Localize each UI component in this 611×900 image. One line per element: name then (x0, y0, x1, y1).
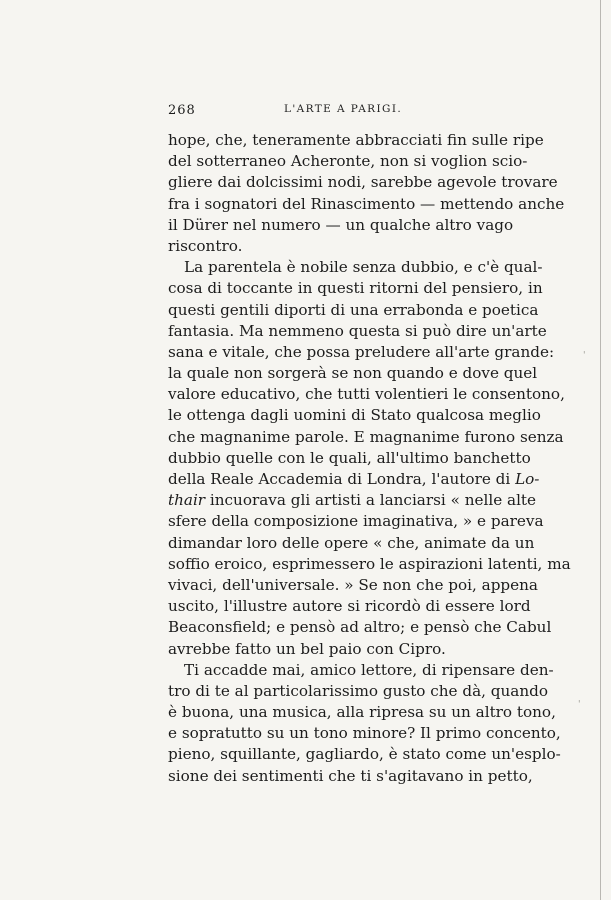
text-line: le ottenga dagli uomini di Stato qualcosa meglio (168, 406, 541, 425)
text-line: della Reale Accademia di Londra, l'autore di Lo- (168, 470, 540, 488)
text-line: questi gentili diporti di una errabonda e poetica (168, 300, 539, 319)
text-line: riscontro. (168, 236, 243, 255)
text-line: il Dürer nel numero — un qualche altro vago (168, 215, 514, 234)
margin-mark: ' (583, 351, 586, 361)
text-line: pieno, squillante, gagliardo, è stato come un'esplo- (168, 745, 561, 764)
text-line: è buona, una musica, alla ripresa su un altro tono, (168, 703, 556, 722)
text-line: dubbio quelle con le quali, all'ultimo banchetto (168, 448, 531, 467)
margin-mark: ' (578, 700, 581, 710)
text-line: avrebbe fatto un bel paio con Cipro. (168, 639, 446, 658)
running-title: L'ARTE A PARIGI. (284, 103, 403, 115)
text-line: thair incuorava gli artisti a lanciarsi « nelle alte (168, 491, 537, 510)
text-line: vivaci, dell'universale. » Se non che poi, appena (168, 575, 538, 594)
text-line: La parentela è nobile senza dubbio, e c'è qual- (184, 258, 543, 277)
text-line: del sotterraneo Acheronte, non si voglion scio- (168, 152, 528, 171)
body-text (168, 130, 571, 787)
text-line: fantasia. Ma nemmeno questa si può dire un'arte (168, 321, 547, 340)
text-line: sana e vitale, che possa preludere all'arte grande: (168, 342, 555, 361)
text-line: Beaconsfield; e pensò ad altro; e pensò che Cabul (168, 618, 552, 637)
italic-title: Lo- (515, 470, 540, 488)
text-line: che magnanime parole. E magnanime furono senza (168, 427, 564, 446)
page-edge-rule (600, 0, 601, 900)
text-line: fra i sognatori del Rinascimento — mettendo anche (168, 194, 565, 213)
italic-title: thair (168, 491, 206, 510)
text-line: hope, che, teneramente abbracciati fin sulle ripe (168, 131, 544, 149)
text-line: e sopratutto su un tono minore? Il primo concento, (168, 724, 561, 743)
text-line: tro di te al particolarissimo gusto che dà, quando (168, 681, 549, 700)
text-line: valore educativo, che tutti volentieri le consentono, (168, 385, 565, 404)
text-line: soffio eroico, esprimessero le aspirazioni latenti, ma (168, 554, 571, 573)
text-line: sfere della composizione imaginativa, » e pareva (168, 512, 544, 531)
text-line: cosa di toccante in questi ritorni del pensiero, in (168, 279, 543, 298)
text-line: dimandar loro delle opere « che, animate da un (168, 533, 535, 552)
text-line: gliere dai dolcissimi nodi, sarebbe agevole trovare (168, 173, 558, 192)
page-number: 268 (168, 103, 196, 118)
text-line: Ti accadde mai, amico lettore, di ripensare den- (184, 660, 554, 679)
text-line: sione dei sentimenti che ti s'agitavano in petto, (168, 766, 533, 785)
text-line: uscito, l'illustre autore si ricordò di essere lord (168, 597, 531, 616)
text-line: la quale non sorgerà se non quando e dove quel (168, 364, 538, 383)
page-header (168, 103, 504, 123)
